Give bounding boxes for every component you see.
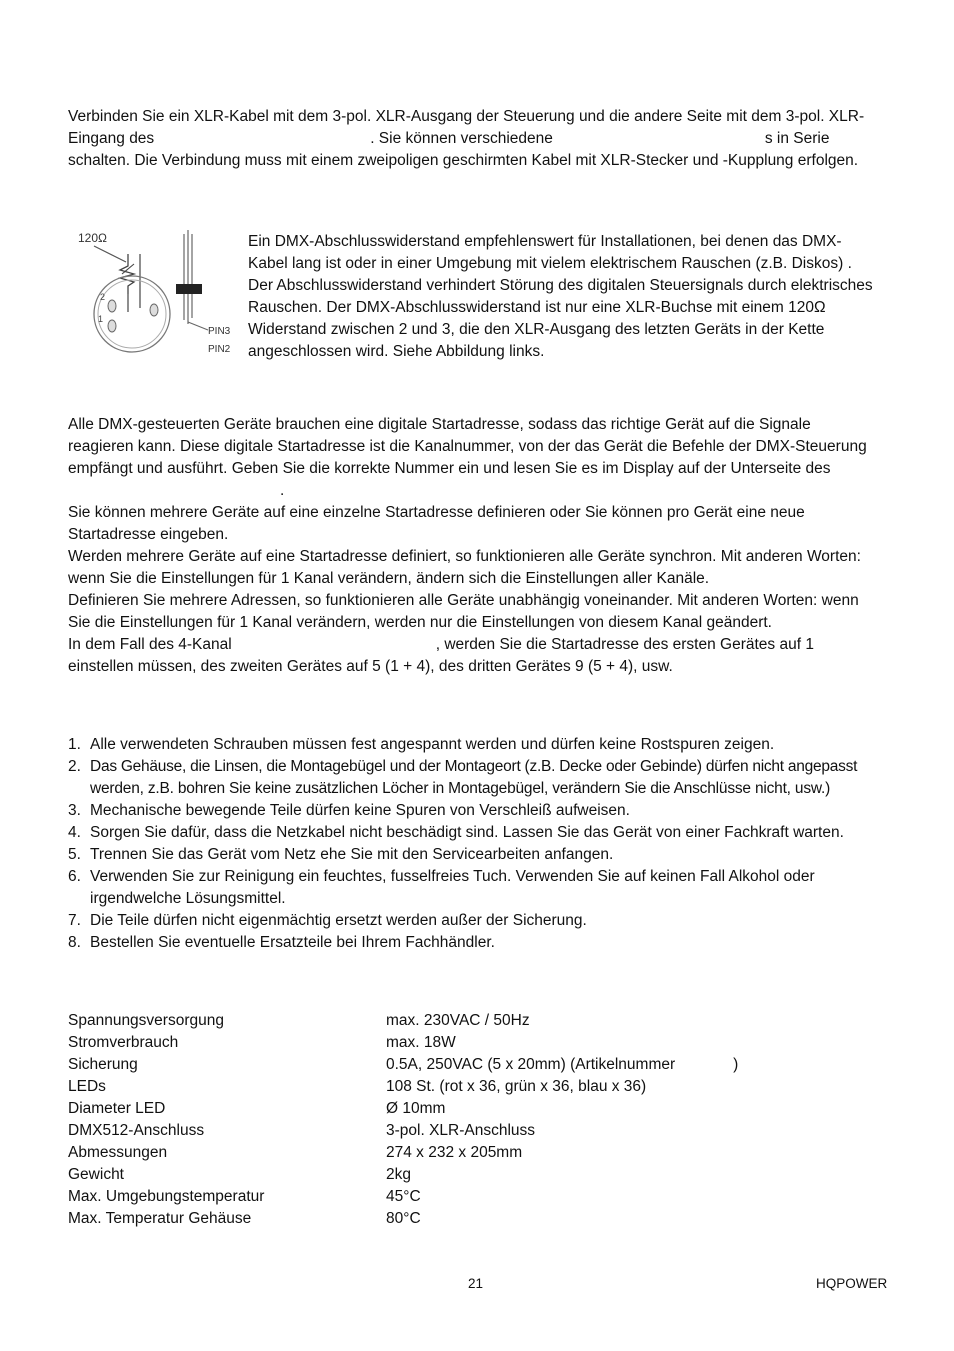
spec-label: Stromverbrauch bbox=[68, 1034, 179, 1051]
list-item-number: 1. bbox=[68, 736, 81, 753]
specifications-table bbox=[68, 1010, 738, 1230]
connection-paragraph bbox=[68, 106, 888, 172]
connection-line-2b: . Sie können verschiedene bbox=[370, 130, 553, 147]
pin3-label: PIN3 bbox=[208, 326, 231, 337]
termination-line: Der Abschlusswiderstand verhindert Störung des digitalen Steuersignals durch elektrisches bbox=[248, 277, 873, 294]
spec-value: max. 18W bbox=[386, 1034, 456, 1051]
spec-value bbox=[386, 1054, 738, 1076]
termination-line: Rauschen. Der DMX-Abschlusswiderstand ist nur eine XLR-Buchse mit einem 120Ω bbox=[248, 299, 826, 316]
termination-line: Ein DMX-Abschlusswiderstand empfehlenswert für Installationen, bei denen das DMX- bbox=[248, 233, 842, 250]
spec-value: 3-pol. XLR-Anschluss bbox=[386, 1122, 536, 1139]
list-item-number: 4. bbox=[68, 824, 81, 841]
spec-value: 108 St. (rot x 36, grün x 36, blau x 36) bbox=[386, 1078, 647, 1095]
list-item-text: Mechanische bewegende Teile dürfen keine Spuren von Verschleiß aufweisen. bbox=[90, 802, 630, 819]
list-item-number: 3. bbox=[68, 802, 81, 819]
list-item-text: Verwenden Sie zur Reinigung ein feuchtes, fusselfreies Tuch. Verwenden Sie auf keinen Fall Alkohol oder bbox=[90, 868, 815, 885]
address-line: reagieren kann. Diese digitale Startadresse ist die Kanalnummer, von der das Gerät die Befehle der DMX-Steuerung bbox=[68, 438, 867, 455]
address-example-b: , werden Sie die Startadresse des ersten Gerätes auf 1 bbox=[435, 636, 814, 653]
spec-value-close: ) bbox=[733, 1056, 739, 1073]
table-row bbox=[68, 1164, 738, 1186]
spec-label: Sicherung bbox=[68, 1056, 138, 1073]
list-item-text: Bestellen Sie eventuelle Ersatzteile bei Ihrem Fachhändler. bbox=[90, 934, 495, 951]
termination-line: Kabel lang ist oder in einer Umgebung mit vielem elektrischem Rauschen (z.B. Diskos) . bbox=[248, 255, 852, 272]
list-item-text: Alle verwendeten Schrauben müssen fest angespannt werden und dürfen keine Rostspuren zeigen. bbox=[90, 736, 775, 753]
connection-line-2a: Eingang des bbox=[68, 130, 155, 147]
list-item-text: werden, z.B. bohren Sie keine zusätzlichen Löcher in Montagebügel, verändern Sie die Anschlüsse nicht, usw.) bbox=[90, 780, 831, 797]
table-row bbox=[68, 1208, 738, 1230]
table-row bbox=[68, 1098, 738, 1120]
list-item bbox=[68, 822, 888, 844]
table-row bbox=[68, 1120, 738, 1142]
list-item-text: Das Gehäuse, die Linsen, die Montagebügel und der Montageort (z.B. Decke oder Gebinde) dürfen nicht angepasst bbox=[90, 758, 858, 775]
connection-line-2c: s in Serie bbox=[764, 130, 830, 147]
address-line: empfängt und ausführt. Geben Sie die korrekte Nummer ein und lesen Sie es im Display auf der Unterseite des bbox=[68, 460, 831, 477]
list-item bbox=[68, 800, 888, 822]
list-item-number: 5. bbox=[68, 846, 81, 863]
table-row bbox=[68, 1054, 738, 1076]
spec-value-main: 0.5A, 250VAC (5 x 20mm) (Artikelnummer bbox=[386, 1056, 676, 1073]
address-line-example bbox=[68, 634, 888, 656]
spec-value: 45°C bbox=[386, 1188, 421, 1205]
spec-label: Gewicht bbox=[68, 1166, 124, 1183]
spec-label: Max. Temperatur Gehäuse bbox=[68, 1210, 252, 1227]
list-item bbox=[68, 844, 888, 866]
address-line: Sie die Einstellungen für 1 Kanal verändern, werden nur die Einstellungen von diesem Kanal geändert. bbox=[68, 614, 772, 631]
address-paragraph bbox=[68, 414, 888, 678]
list-item-number: 2. bbox=[68, 758, 81, 775]
spec-label: Max. Umgebungstemperatur bbox=[68, 1188, 265, 1205]
list-item bbox=[68, 866, 888, 910]
spec-value: Ø 10mm bbox=[386, 1100, 446, 1117]
list-item-text: Sorgen Sie dafür, dass die Netzkabel nicht beschädigt sind. Lassen Sie das Gerät von einer Fachkraft warten. bbox=[90, 824, 844, 841]
maintenance-list bbox=[68, 734, 888, 954]
spec-value: 80°C bbox=[386, 1210, 421, 1227]
table-row bbox=[68, 1076, 738, 1098]
spec-value: 274 x 232 x 205mm bbox=[386, 1144, 523, 1161]
brand-name: HQPOWER bbox=[816, 1276, 888, 1291]
address-line: wenn Sie die Einstellungen für 1 Kanal verändern, ändern sich die Einstellungen aller Kanäle. bbox=[68, 570, 710, 587]
address-line: Sie können mehrere Geräte auf eine einzelne Startadresse definieren oder Sie können pro Gerät eine neue bbox=[68, 504, 805, 521]
connection-line-1: Verbinden Sie ein XLR-Kabel mit dem 3-pol. XLR-Ausgang der Steuerung und die andere Seite mit dem 3-pol. XLR- bbox=[68, 108, 865, 125]
list-item-text: irgendwelche Lösungsmittel. bbox=[90, 890, 286, 907]
address-line: einstellen müssen, des zweiten Gerätes auf 5 (1 + 4), des dritten Gerätes 9 (5 + 4), usw. bbox=[68, 658, 673, 675]
list-item-text: Trennen Sie das Gerät vom Netz ehe Sie mit den Servicearbeiten anfangen. bbox=[90, 846, 614, 863]
address-line-end bbox=[68, 480, 888, 502]
spec-label: Diameter LED bbox=[68, 1100, 166, 1117]
address-line: Startadresse eingeben. bbox=[68, 526, 229, 543]
spec-value: max. 230VAC / 50Hz bbox=[386, 1012, 530, 1029]
list-item-number: 7. bbox=[68, 912, 81, 929]
termination-paragraph bbox=[248, 231, 888, 363]
spec-label: LEDs bbox=[68, 1078, 106, 1095]
list-item bbox=[68, 932, 888, 954]
termination-line: Widerstand zwischen 2 und 3, die den XLR-Ausgang des letzten Geräts in der Kette bbox=[248, 321, 825, 338]
address-line: Alle DMX-gesteuerten Geräte brauchen eine digitale Startadresse, sodass das richtige Gerät auf die Signale bbox=[68, 416, 811, 433]
pin-label-a: 2 bbox=[100, 292, 106, 302]
resistor-label: 120Ω bbox=[78, 231, 107, 245]
address-line: Werden mehrere Geräte auf eine Startadresse definiert, so funktionieren alle Geräte synchron. Mit anderen Worten: bbox=[68, 548, 861, 565]
page-number: 21 bbox=[468, 1276, 484, 1291]
connection-line-3: schalten. Die Verbindung muss mit einem zweipoligen geschirmten Kabel mit XLR-Stecker und -Kupplung erfolgen. bbox=[68, 152, 859, 169]
pin2-label: PIN2 bbox=[208, 344, 231, 355]
spec-label: Abmessungen bbox=[68, 1144, 168, 1161]
spec-value: 2kg bbox=[386, 1166, 411, 1183]
dmx-terminator-figure bbox=[68, 222, 240, 360]
spec-label: Spannungsversorgung bbox=[68, 1012, 224, 1029]
table-row bbox=[68, 1186, 738, 1208]
list-item-number: 8. bbox=[68, 934, 81, 951]
pin-label-b: 1 bbox=[98, 314, 104, 324]
list-item bbox=[68, 910, 888, 932]
list-item-text: Die Teile dürfen nicht eigenmächtig ersetzt werden außer der Sicherung. bbox=[90, 912, 587, 929]
list-item-number: 6. bbox=[68, 868, 81, 885]
spec-label: DMX512-Anschluss bbox=[68, 1122, 205, 1139]
connection-line-2 bbox=[68, 128, 888, 150]
table-row bbox=[68, 1032, 738, 1054]
list-item bbox=[68, 734, 888, 756]
list-item bbox=[68, 756, 888, 800]
address-example-a: In dem Fall des 4-Kanal bbox=[68, 636, 232, 653]
termination-line: angeschlossen wird. Siehe Abbildung links. bbox=[248, 343, 545, 360]
table-row bbox=[68, 1010, 738, 1032]
table-row bbox=[68, 1142, 738, 1164]
address-line: Definieren Sie mehrere Adressen, so funktionieren alle Geräte unabhängig voneinander. Mit anderen Worten: wenn bbox=[68, 592, 859, 609]
address-period: . bbox=[280, 482, 285, 499]
